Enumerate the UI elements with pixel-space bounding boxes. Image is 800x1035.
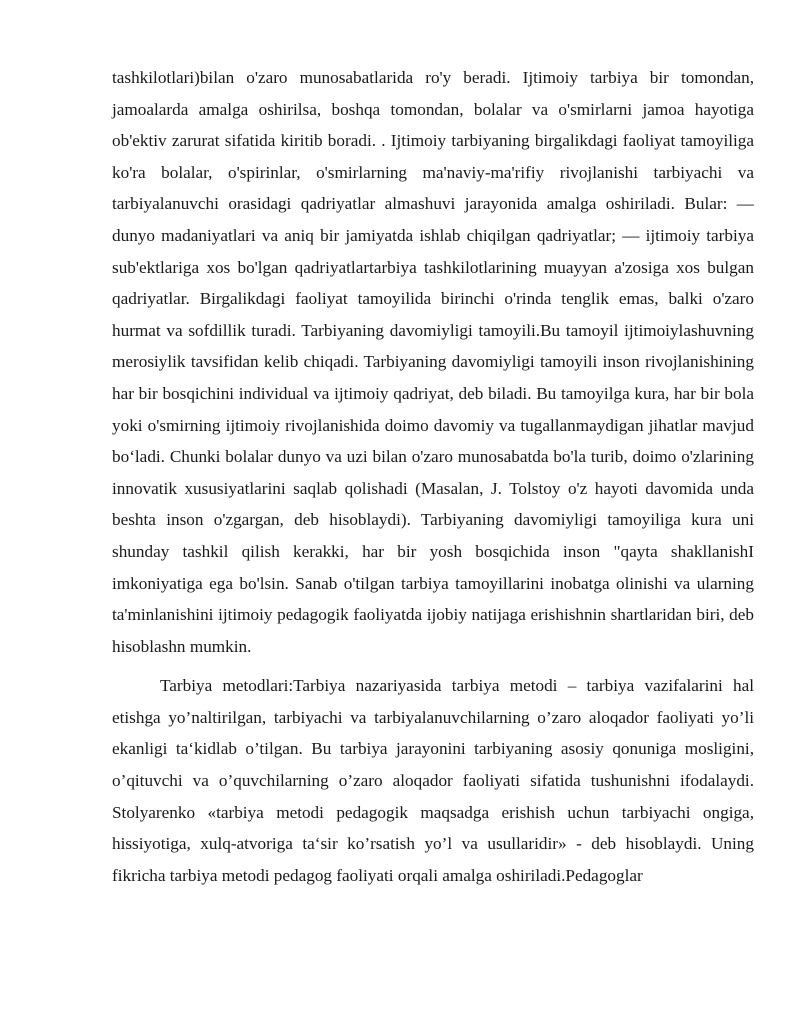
paragraph-tarbiya-metodlari: Tarbiya metodlari:Tarbiya nazariyasida tarbiya metodi – tarbiya vazifalarini hal etishga yo’naltirilgan, tarbiyachi va tarbiyalanuvchilarning o’zaro aloqador faoliyati yo’li ekanligi ta‘kidlab o’tilgan. Bu tarbiya jarayonini tarbiyaning asosiy qonuniga mosligini, o’qituvchi va o’quvchilarning o’zaro aloqador faoliyati sifatida tushunishni ifodalaydi. Stolyarenko «tarbiya metodi pedagogik maqsadga erishish uchun tarbiyachi ongiga, hissiyotiga, xulq-atvoriga ta‘sir ko’rsatish yo’l va usullaridir» - deb hisoblaydi. Uning fikricha tarbiya metodi pedagog faoliyati orqali amalga oshiriladi.Pedagoglar bbox=[112, 676, 754, 885]
document-page bbox=[112, 62, 754, 891]
paragraph-ijtimoiy-tarbiya: tashkilotlari)bilan o'zaro munosabatlarida ro'y beradi. Ijtimoiy tarbiya bir tomondan, jamoalarda amalga oshirilsa, boshqa tomondan, bolalar va o'smirlarni jamoa hayotiga ob'ektiv zarurat sifatida kiritib boradi. . Ijtimoiy tarbiyaning birgalikdagi faoliyat tamoyiliga ko'ra bolalar, o'spirinlar, o'smirlarning ma'naviy-ma'rifiy rivojlanishi tarbiyachi va tarbiyalanuvchi orasidagi qadriyatlar almashuvi jarayonida amalga oshiriladi. Bular: — dunyo madaniyatlari va aniq bir jamiyatda ishlab chiqilgan qadriyatlar; — ijtimoiy tarbiya sub'ektlariga xos bo'lgan qadriyatlartarbiya tashkilotlarining muayyan a'zosiga xos bulgan qadriyatlar. Birgalikdagi faoliyat tamoyilida birinchi o'rinda tenglik emas, balki o'zaro hurmat va sofdillik turadi. Tarbiyaning davomiyligi tamoyili.Bu tamoyil ijtimoiylashuvning merosiylik tavsifidan kelib chiqadi. Tarbiyaning davomiyligi tamoyili inson rivojlanishining har bir bosqichini individual va ijtimoiy qadriyat, deb biladi. Bu tamoyilga kura, har bir bola yoki o'smirning ijtimoiy rivojlanishida doimo davomiy va tugallanmaydigan jihatlar mavjud bo‘ladi. Chunki bolalar dunyo va uzi bilan o'zaro munosabatda bo'la turib, doimo o'zlarining innovatik xususiyatlarini saqlab qolishadi (Masalan, J. Tolstoy o'z hayoti davomida unda beshta inson o'zgargan, deb hisoblaydi). Tarbiyaning davomiyligi tamoyiliga kura uni shunday tashkil qilish kerakki, har bir yosh bosqichida inson "qayta shakllanishІ imkoniyatiga ega bo'lsin. Sanab o'tilgan tarbiya tamoyillarini inobatga olinishi va ularning ta'minlanishini ijtimoiy pedagogik faoliyatda ijobiy natijaga erishishnin shartlaridan biri, deb hisoblashn mumkin. bbox=[112, 68, 754, 656]
